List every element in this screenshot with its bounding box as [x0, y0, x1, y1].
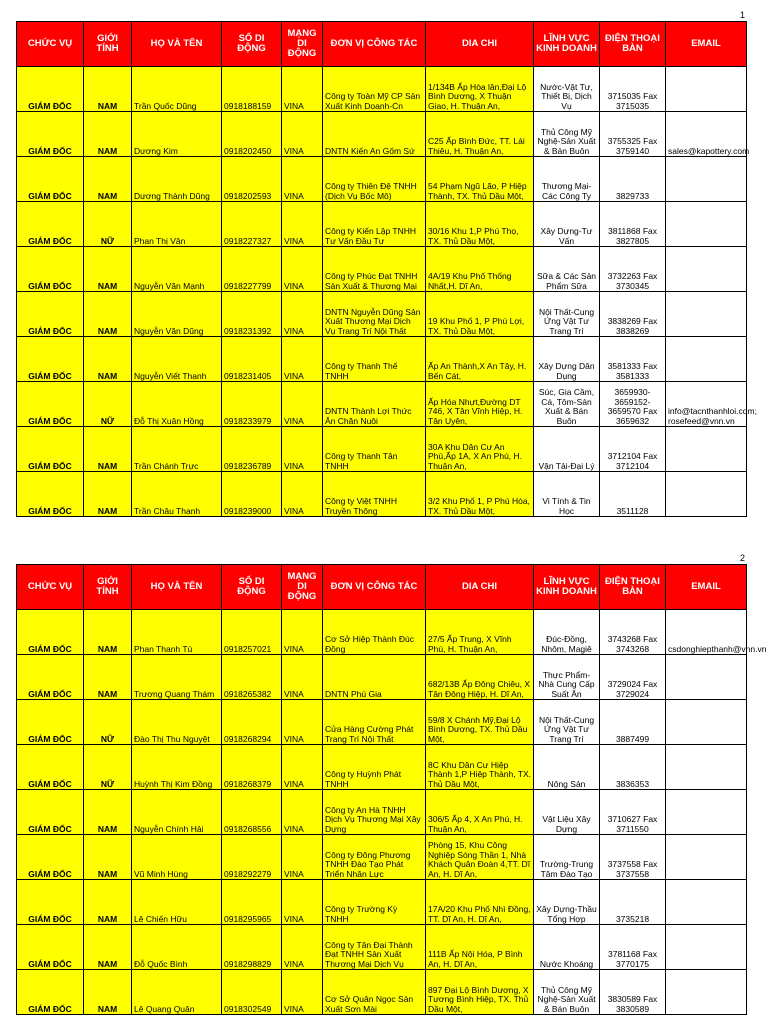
cell-email: [666, 700, 747, 745]
cell-so-di-dong: 0918302549: [222, 970, 282, 1015]
cell-dien-thoai: 3511128: [600, 472, 666, 517]
cell-dia-chi: 59/8 X Chánh Mỹ,Đại Lộ Bình Dương, TX. Thủ Dầu Một,: [426, 700, 534, 745]
cell-don-vi: Cơ Sở Quân Ngọc Sản Xuất Sơn Mài: [323, 970, 426, 1015]
cell-linh-vuc: Vi Tính & Tin Học: [534, 472, 600, 517]
contact-table-page-1: [16, 21, 757, 517]
cell-so-di-dong: 0918188159: [222, 67, 282, 112]
cell-don-vi: Công ty Thanh Tân TNHH: [323, 427, 426, 472]
table-row: [17, 292, 747, 337]
cell-email: [666, 157, 747, 202]
cell-ho-ten: Dương Thành Dũng: [132, 157, 222, 202]
cell-don-vi: Công ty Tân Đại Thành Đạt TNHH Sản Xuất Thương Mại Dịch Vụ: [323, 925, 426, 970]
table-row: [17, 157, 747, 202]
cell-so-di-dong: 0918202450: [222, 112, 282, 157]
cell-so-di-dong: 0918233979: [222, 382, 282, 427]
cell-gioi-tinh: NỮ: [84, 700, 132, 745]
cell-mang: VINA: [282, 970, 323, 1015]
table-row: [17, 427, 747, 472]
cell-don-vi: Công ty Toàn Mỹ CP Sản Xuất Kinh Doanh-Cn: [323, 67, 426, 112]
cell-gioi-tinh: NAM: [84, 880, 132, 925]
cell-email: [666, 655, 747, 700]
cell-dia-chi: 111B Ấp Nội Hóa, P Bình An, H. Dĩ An,: [426, 925, 534, 970]
cell-don-vi: Cơ Sở Hiệp Thành Đúc Đồng: [323, 610, 426, 655]
cell-linh-vuc: Nông Sản: [534, 745, 600, 790]
cell-mang: VINA: [282, 700, 323, 745]
table-row: [17, 835, 747, 880]
cell-mang: VINA: [282, 382, 323, 427]
cell-gioi-tinh: NAM: [84, 610, 132, 655]
cell-dien-thoai: 3735218: [600, 880, 666, 925]
cell-linh-vuc: Thực Phẩm-Nhà Cung Cấp Suất Ăn: [534, 655, 600, 700]
cell-ho-ten: Đào Thị Thu Nguyệt: [132, 700, 222, 745]
cell-dia-chi: 4A/19 Khu Phố Thống Nhất,H. Dĩ An,: [426, 247, 534, 292]
cell-email: [666, 427, 747, 472]
cell-so-di-dong: 0918236789: [222, 427, 282, 472]
header-ho-ten: HỌ VÀ TÊN: [132, 565, 222, 610]
cell-don-vi: Công ty Kiến Lập TNHH Tư Vấn Đầu Tư: [323, 202, 426, 247]
cell-so-di-dong: 0918227327: [222, 202, 282, 247]
cell-email: sales@kapottery.com: [666, 112, 747, 157]
cell-don-vi: Công ty Việt TNHH Truyền Thông: [323, 472, 426, 517]
cell-gioi-tinh: NAM: [84, 337, 132, 382]
cell-linh-vuc: Nước-Vật Tư, Thiết Bị, Dịch Vụ: [534, 67, 600, 112]
cell-so-di-dong: 0918292279: [222, 835, 282, 880]
cell-chuc-vu: GIÁM ĐỐC: [17, 202, 84, 247]
cell-linh-vuc: Nước Khoáng: [534, 925, 600, 970]
cell-email: [666, 292, 747, 337]
cell-dia-chi: Ấp An Thành,X An Tây, H. Bến Cát,: [426, 337, 534, 382]
cell-dien-thoai: 3743268 Fax 3743268: [600, 610, 666, 655]
header-mang: MẠNG DI ĐỘNG: [282, 22, 323, 67]
cell-gioi-tinh: NAM: [84, 970, 132, 1015]
cell-don-vi: DNTN Thành Lợi Thức Ăn Chăn Nuôi: [323, 382, 426, 427]
cell-so-di-dong: 0918231405: [222, 337, 282, 382]
cell-ho-ten: Huỳnh Thị Kim Đồng: [132, 745, 222, 790]
cell-email: [666, 925, 747, 970]
cell-dien-thoai: 3715035 Fax 3715035: [600, 67, 666, 112]
cell-chuc-vu: GIÁM ĐỐC: [17, 337, 84, 382]
cell-linh-vuc: Sữa & Các Sản Phẩm Sữa: [534, 247, 600, 292]
cell-don-vi: Công ty Phúc Đạt TNHH Sản Xuất & Thương Mại: [323, 247, 426, 292]
cell-ho-ten: Trần Chánh Trực: [132, 427, 222, 472]
header-don-vi: ĐƠN VỊ CÔNG TÁC: [323, 22, 426, 67]
cell-mang: VINA: [282, 112, 323, 157]
cell-linh-vuc: Vật Liệu Xây Dựng: [534, 790, 600, 835]
cell-dia-chi: 1/134B Ấp Hòa lân,Đại Lộ Bình Dương, X Thuận Giao, H. Thuận An,: [426, 67, 534, 112]
cell-ho-ten: Nguyễn Viết Thanh: [132, 337, 222, 382]
cell-ho-ten: Phan Thanh Tú: [132, 610, 222, 655]
cell-ho-ten: Đỗ Quốc Bình: [132, 925, 222, 970]
cell-chuc-vu: GIÁM ĐỐC: [17, 112, 84, 157]
cell-ho-ten: Phan Thị Vân: [132, 202, 222, 247]
header-dien-thoai: ĐIỆN THOẠI BÀN: [600, 565, 666, 610]
cell-ho-ten: Nguyễn Văn Mạnh: [132, 247, 222, 292]
cell-email: [666, 337, 747, 382]
cell-so-di-dong: 0918268556: [222, 790, 282, 835]
cell-dia-chi: 897 Đại Lộ Bình Dương, X Tương Bình Hiệp, TX. Thủ Dầu Một,: [426, 970, 534, 1015]
cell-email: [666, 202, 747, 247]
cell-dia-chi: 54 Phạm Ngũ Lão, P Hiệp Thành, TX. Thủ Dầu Một,: [426, 157, 534, 202]
cell-linh-vuc: Xây Dựng-Tư Vấn: [534, 202, 600, 247]
cell-linh-vuc: Trường-Trung Tâm Đào Tạo: [534, 835, 600, 880]
cell-so-di-dong: 0918298829: [222, 925, 282, 970]
header-row: [17, 22, 747, 67]
cell-so-di-dong: 0918268379: [222, 745, 282, 790]
cell-email: info@tacnthanhloi.com; rosefeed@vnn.vn: [666, 382, 747, 427]
cell-email: [666, 745, 747, 790]
cell-ho-ten: Đỗ Thị Xuân Hồng: [132, 382, 222, 427]
cell-chuc-vu: GIÁM ĐỐC: [17, 292, 84, 337]
cell-dien-thoai: 3755325 Fax 3759140: [600, 112, 666, 157]
cell-gioi-tinh: NỮ: [84, 202, 132, 247]
header-linh-vuc: LĨNH VỰC KINH DOANH: [534, 565, 600, 610]
cell-mang: VINA: [282, 337, 323, 382]
table-row: [17, 970, 747, 1015]
header-so-di-dong: SỐ DI ĐỘNG: [222, 565, 282, 610]
cell-mang: VINA: [282, 202, 323, 247]
cell-dia-chi: 27/5 Ấp Trung, X Vĩnh Phú, H. Thuận An,: [426, 610, 534, 655]
table-row: [17, 337, 747, 382]
cell-gioi-tinh: NAM: [84, 835, 132, 880]
cell-mang: VINA: [282, 427, 323, 472]
cell-gioi-tinh: NAM: [84, 790, 132, 835]
header-linh-vuc: LĨNH VỰC KINH DOANH: [534, 22, 600, 67]
cell-mang: VINA: [282, 655, 323, 700]
cell-dia-chi: Phòng 15, Khu Công Nghiệp Sóng Thần 1, Nhà Khách Quân Đoàn 4,TT. Dĩ An, H. Dĩ An,: [426, 835, 534, 880]
header-don-vi: ĐƠN VỊ CÔNG TÁC: [323, 565, 426, 610]
cell-mang: VINA: [282, 157, 323, 202]
header-so-di-dong: SỐ DI ĐỘNG: [222, 22, 282, 67]
cell-ho-ten: Nguyễn Văn Dũng: [132, 292, 222, 337]
table-row: [17, 700, 747, 745]
cell-dia-chi: 682/13B Ấp Đông Chiêu, X Tân Đông Hiệp, H. Dĩ An,: [426, 655, 534, 700]
cell-linh-vuc: Nội Thất-Cung Ứng Vật Tư Trang Trí: [534, 292, 600, 337]
cell-linh-vuc: Thủ Công Mỹ Nghệ-Sản Xuất & Bán Buôn: [534, 970, 600, 1015]
cell-linh-vuc: Đúc-Đồng, Nhôm, Magiê: [534, 610, 600, 655]
cell-linh-vuc: Thủ Công Mỹ Nghệ-Sản Xuất & Bán Buôn: [534, 112, 600, 157]
cell-email: csdonghiepthanh@vnn.vn: [666, 610, 747, 655]
cell-don-vi: DNTN Nguyễn Dũng Sản Xuất Thương Mại Dịch Vụ Trang Trí Nội Thất: [323, 292, 426, 337]
cell-mang: VINA: [282, 925, 323, 970]
table-row: [17, 382, 747, 427]
header-mang: MẠNG DI ĐỘNG: [282, 565, 323, 610]
header-chuc-vu: CHỨC VỤ: [17, 565, 84, 610]
cell-dien-thoai: 3836353: [600, 745, 666, 790]
cell-chuc-vu: GIÁM ĐỐC: [17, 925, 84, 970]
header-dia-chi: DIA CHI: [426, 22, 534, 67]
cell-so-di-dong: 0918202593: [222, 157, 282, 202]
cell-email: [666, 970, 747, 1015]
cell-chuc-vu: GIÁM ĐỐC: [17, 700, 84, 745]
cell-dien-thoai: 3729024 Fax 3729024: [600, 655, 666, 700]
cell-gioi-tinh: NAM: [84, 925, 132, 970]
header-email: EMAIL: [666, 565, 747, 610]
cell-dien-thoai: 3887499: [600, 700, 666, 745]
cell-email: [666, 880, 747, 925]
cell-email: [666, 247, 747, 292]
cell-dien-thoai: 3737558 Fax 3737558: [600, 835, 666, 880]
cell-chuc-vu: GIÁM ĐỐC: [17, 157, 84, 202]
header-gioi-tinh: GIỚI TÍNH: [84, 565, 132, 610]
table-row: [17, 610, 747, 655]
header-email: EMAIL: [666, 22, 747, 67]
cell-dien-thoai: 3710627 Fax 3711550: [600, 790, 666, 835]
page-number-2: 2: [740, 553, 746, 563]
cell-chuc-vu: GIÁM ĐỐC: [17, 880, 84, 925]
cell-gioi-tinh: NAM: [84, 655, 132, 700]
cell-dien-thoai: 3781168 Fax 3770175: [600, 925, 666, 970]
cell-gioi-tinh: NAM: [84, 112, 132, 157]
cell-gioi-tinh: NAM: [84, 67, 132, 112]
cell-dia-chi: 30A Khu Dân Cư An Phú,Ấp 1A, X An Phú, H. Thuận An,: [426, 427, 534, 472]
cell-linh-vuc: Nội Thất-Cung Ứng Vật Tư Trang Trí: [534, 700, 600, 745]
cell-ho-ten: Trương Quang Thám: [132, 655, 222, 700]
header-ho-ten: HỌ VÀ TÊN: [132, 22, 222, 67]
cell-mang: VINA: [282, 790, 323, 835]
cell-mang: VINA: [282, 610, 323, 655]
cell-don-vi: Công ty Thiên Đệ TNHH (Dịch Vụ Bốc Mô): [323, 157, 426, 202]
table-row: [17, 202, 747, 247]
header-dia-chi: DIA CHI: [426, 565, 534, 610]
cell-email: [666, 472, 747, 517]
table-row: [17, 472, 747, 517]
cell-don-vi: Công ty Đông Phương TNHH Đào Tạo Phát Triển Nhân Lực: [323, 835, 426, 880]
header-row: [17, 565, 747, 610]
cell-gioi-tinh: NAM: [84, 247, 132, 292]
cell-so-di-dong: 0918257021: [222, 610, 282, 655]
cell-linh-vuc: Xây Dựng Dân Dụng: [534, 337, 600, 382]
cell-chuc-vu: GIÁM ĐỐC: [17, 472, 84, 517]
cell-email: [666, 67, 747, 112]
table-row: [17, 745, 747, 790]
table-row: [17, 790, 747, 835]
cell-dien-thoai: 3811868 Fax 3827805: [600, 202, 666, 247]
cell-mang: VINA: [282, 67, 323, 112]
cell-ho-ten: Nguyễn Chính Hải: [132, 790, 222, 835]
cell-chuc-vu: GIÁM ĐỐC: [17, 790, 84, 835]
cell-dien-thoai: 3829733: [600, 157, 666, 202]
cell-email: [666, 790, 747, 835]
cell-dia-chi: 3/2 Khu Phố 1, P Phú Hòa, TX. Thủ Dầu Một,: [426, 472, 534, 517]
cell-dia-chi: 30/16 Khu 1,P Phú Thọ, TX. Thủ Dầu Một,: [426, 202, 534, 247]
table-row: [17, 112, 747, 157]
cell-don-vi: DNTN Kiến An Gốm Sứ: [323, 112, 426, 157]
cell-linh-vuc: Thương Mại-Các Công Ty: [534, 157, 600, 202]
header-dien-thoai: ĐIỆN THOẠI BÀN: [600, 22, 666, 67]
cell-dien-thoai: 3830589 Fax 3830589: [600, 970, 666, 1015]
cell-don-vi: Công ty Thanh Thế TNHH: [323, 337, 426, 382]
cell-dia-chi: 306/5 Ấp 4, X An Phú, H. Thuận An,: [426, 790, 534, 835]
table-row: [17, 67, 747, 112]
cell-chuc-vu: GIÁM ĐỐC: [17, 835, 84, 880]
cell-gioi-tinh: NỮ: [84, 382, 132, 427]
table-row: [17, 925, 747, 970]
cell-ho-ten: Trần Quốc Dũng: [132, 67, 222, 112]
cell-dien-thoai: 3732263 Fax 3730345: [600, 247, 666, 292]
header-chuc-vu: CHỨC VỤ: [17, 22, 84, 67]
cell-gioi-tinh: NỮ: [84, 745, 132, 790]
cell-so-di-dong: 0918265382: [222, 655, 282, 700]
cell-linh-vuc: Xây Dựng-Thầu Tổng Hợp: [534, 880, 600, 925]
cell-ho-ten: Lê Chiến Hữu: [132, 880, 222, 925]
cell-don-vi: Công ty An Hà TNHH Dịch Vụ Thương Mại Xây Dựng: [323, 790, 426, 835]
cell-mang: VINA: [282, 880, 323, 925]
cell-gioi-tinh: NAM: [84, 292, 132, 337]
cell-gioi-tinh: NAM: [84, 157, 132, 202]
cell-dia-chi: Ấp Hóa Nhựt,Đường DT 746, X Tân Vĩnh Hiệp, H. Tân Uyên,: [426, 382, 534, 427]
cell-dia-chi: C25 Ấp Bình Đức, TT. Lái Thiêu, H. Thuận An,: [426, 112, 534, 157]
table-row: [17, 247, 747, 292]
cell-gioi-tinh: NAM: [84, 427, 132, 472]
cell-ho-ten: Dương Kim: [132, 112, 222, 157]
cell-linh-vuc: Vận Tải-Đại Lý: [534, 427, 600, 472]
cell-so-di-dong: 0918268294: [222, 700, 282, 745]
cell-chuc-vu: GIÁM ĐỐC: [17, 610, 84, 655]
cell-mang: VINA: [282, 247, 323, 292]
cell-ho-ten: Lê Quang Quân: [132, 970, 222, 1015]
contact-table-page-2: [16, 564, 767, 1015]
cell-so-di-dong: 0918239000: [222, 472, 282, 517]
cell-dia-chi: 17A/20 Khu Phố Nhì Đồng, TT. Dĩ An, H. Dĩ An,: [426, 880, 534, 925]
cell-don-vi: Công ty Trường Kỳ TNHH: [323, 880, 426, 925]
cell-so-di-dong: 0918227799: [222, 247, 282, 292]
cell-mang: VINA: [282, 745, 323, 790]
cell-linh-vuc: Súc, Gia Cầm, Cá, Tôm-Sản Xuất & Bán Buôn: [534, 382, 600, 427]
table-row: [17, 655, 747, 700]
cell-mang: VINA: [282, 292, 323, 337]
cell-chuc-vu: GIÁM ĐỐC: [17, 745, 84, 790]
cell-don-vi: DNTN Phú Gia: [323, 655, 426, 700]
cell-dien-thoai: 3838269 Fax 3838269: [600, 292, 666, 337]
cell-mang: VINA: [282, 472, 323, 517]
cell-mang: VINA: [282, 835, 323, 880]
cell-chuc-vu: GIÁM ĐỐC: [17, 655, 84, 700]
cell-so-di-dong: 0918295965: [222, 880, 282, 925]
cell-email: [666, 835, 747, 880]
header-gioi-tinh: GIỚI TÍNH: [84, 22, 132, 67]
cell-dia-chi: 19 Khu Phố 1, P Phú Lợi, TX. Thủ Dầu Một,: [426, 292, 534, 337]
cell-chuc-vu: GIÁM ĐỐC: [17, 382, 84, 427]
cell-don-vi: Công ty Huỳnh Phát TNHH: [323, 745, 426, 790]
cell-ho-ten: Trần Châu Thanh: [132, 472, 222, 517]
page-number-1: 1: [740, 10, 746, 20]
cell-so-di-dong: 0918231392: [222, 292, 282, 337]
cell-chuc-vu: GIÁM ĐỐC: [17, 970, 84, 1015]
cell-dia-chi: 8C Khu Dân Cư Hiệp Thành 1,P Hiệp Thành, TX. Thủ Dầu Một,: [426, 745, 534, 790]
cell-chuc-vu: GIÁM ĐỐC: [17, 427, 84, 472]
table-row: [17, 880, 747, 925]
cell-dien-thoai: 3581333 Fax 3581333: [600, 337, 666, 382]
cell-ho-ten: Vũ Minh Hùng: [132, 835, 222, 880]
cell-dien-thoai: 3712104 Fax 3712104: [600, 427, 666, 472]
cell-dien-thoai: 3659930-3659152-3659570 Fax 3659632: [600, 382, 666, 427]
cell-chuc-vu: GIÁM ĐỐC: [17, 247, 84, 292]
cell-gioi-tinh: NAM: [84, 472, 132, 517]
cell-chuc-vu: GIÁM ĐỐC: [17, 67, 84, 112]
cell-don-vi: Cửa Hàng Cường Phát Trang Trí Nội Thất: [323, 700, 426, 745]
